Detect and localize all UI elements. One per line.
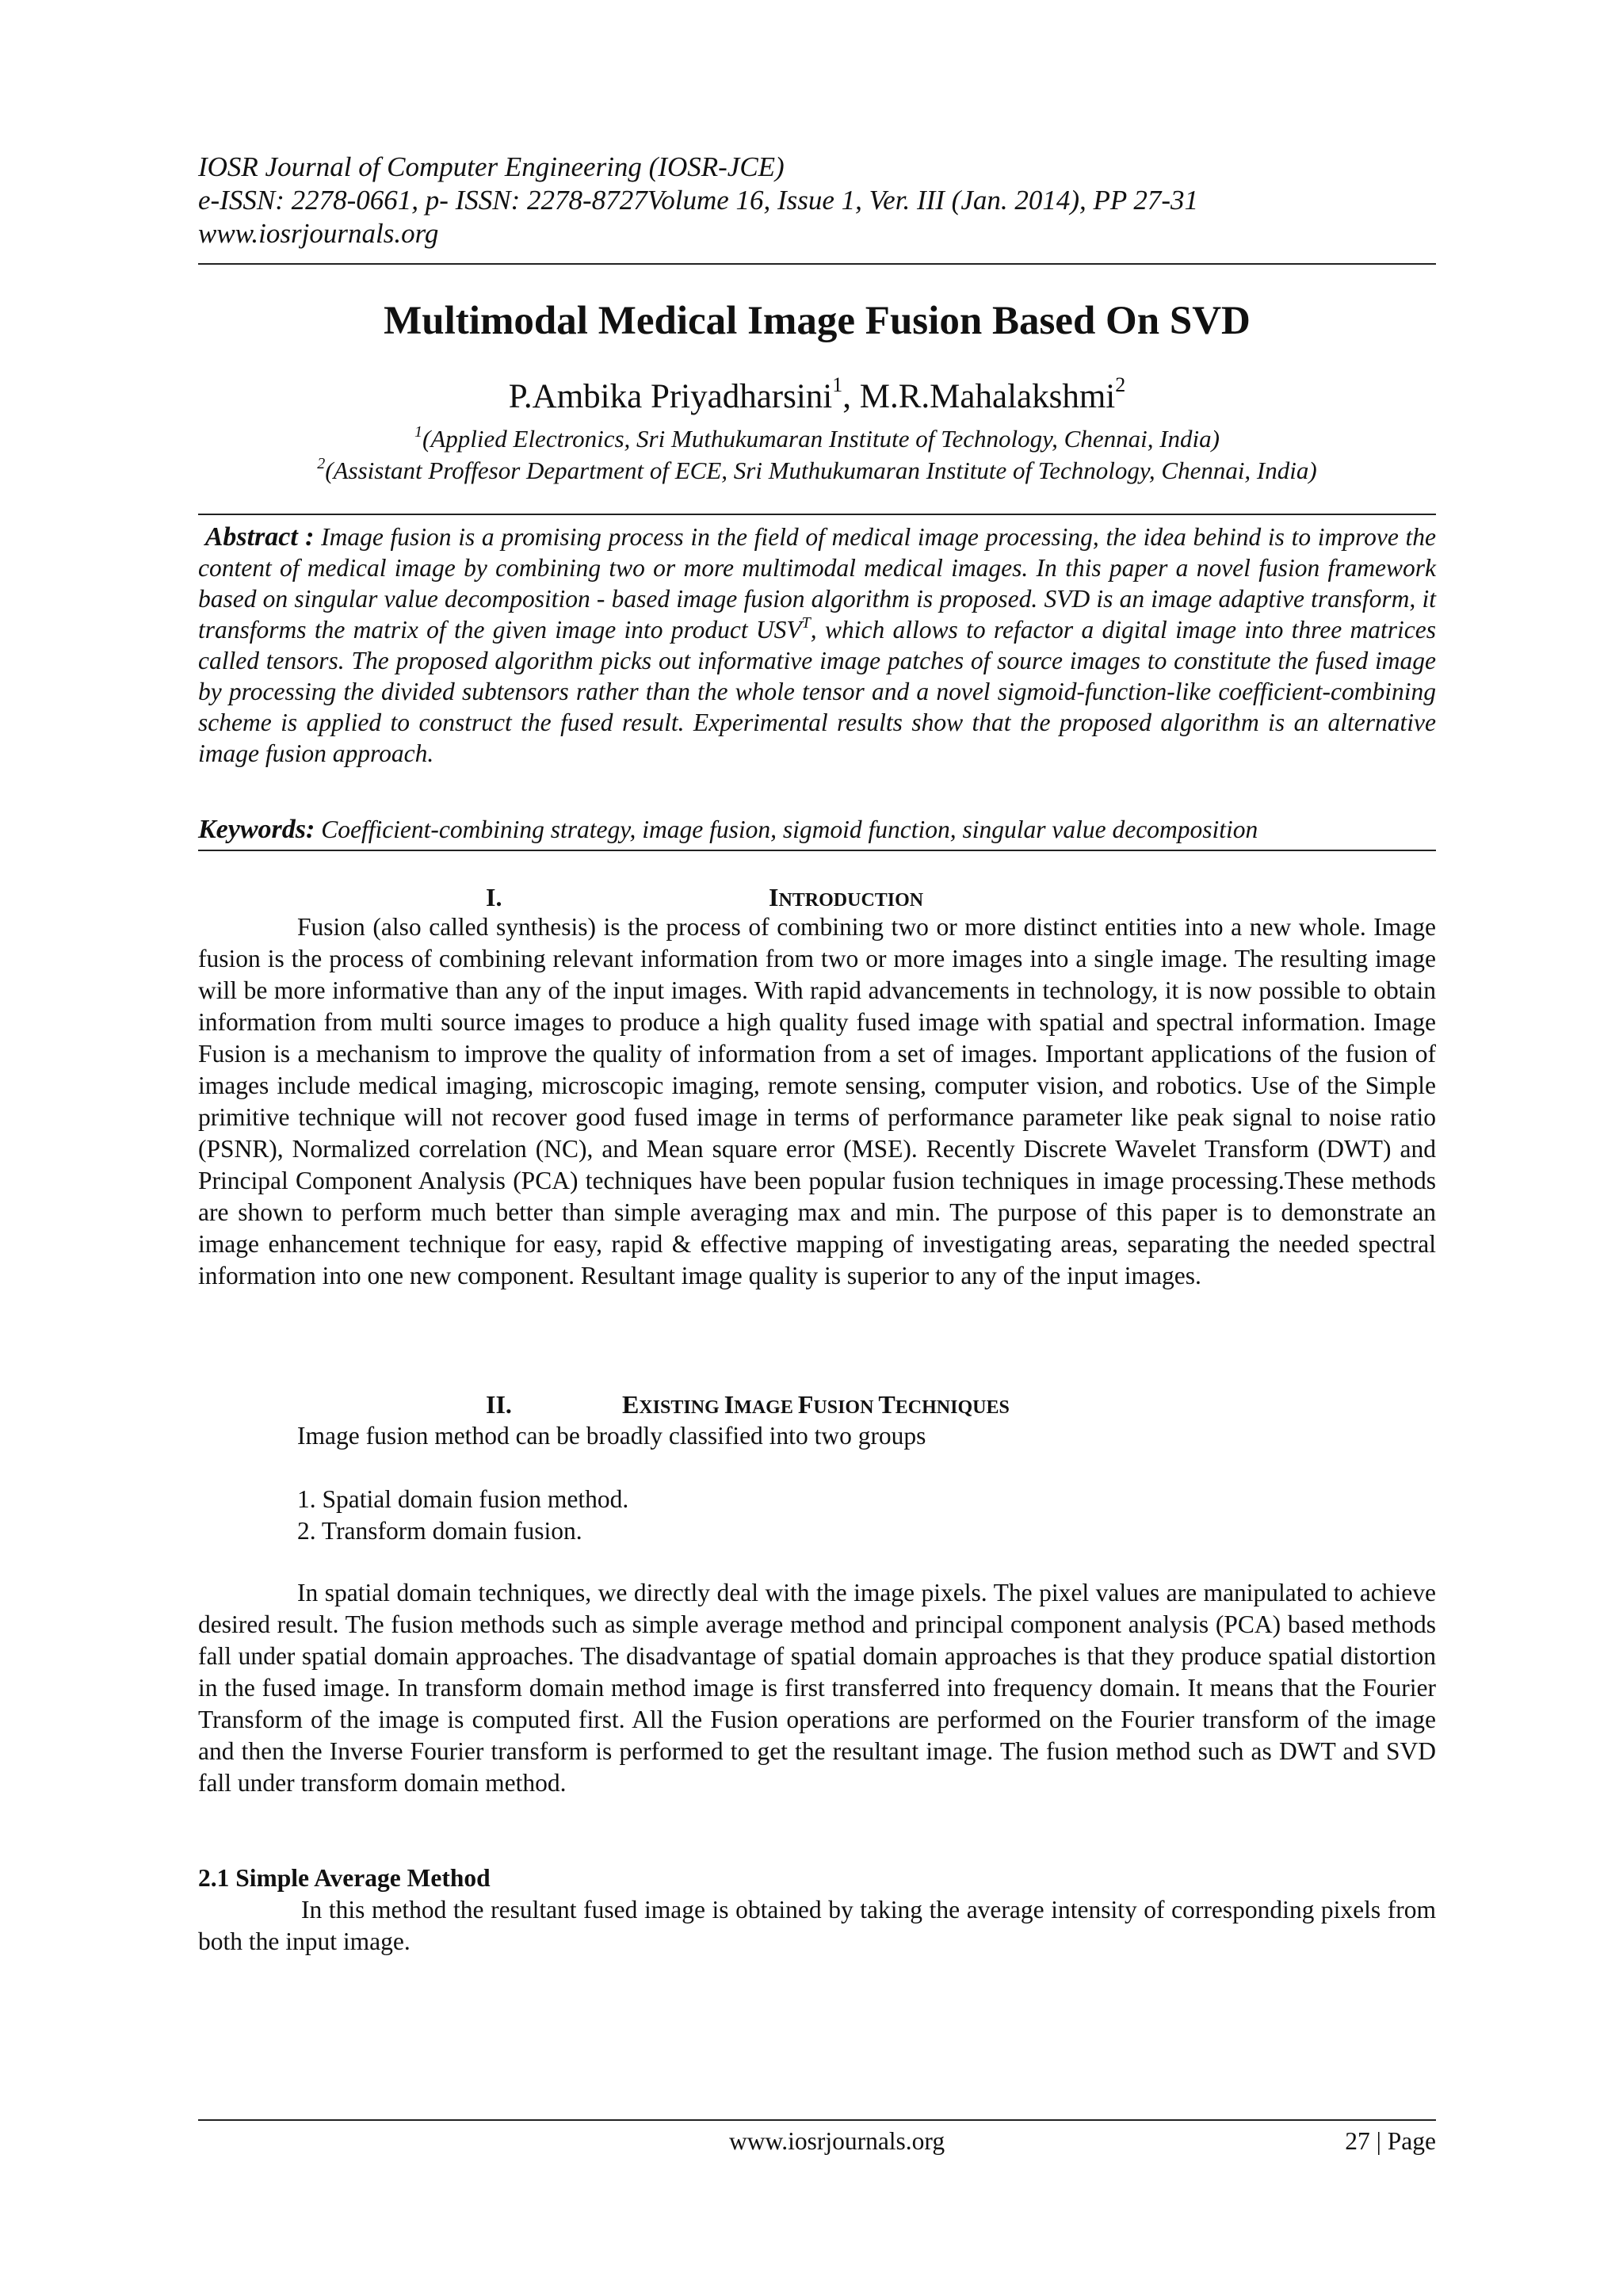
abstract: [198, 521, 1436, 769]
section-2-number: II.: [486, 1390, 512, 1419]
section-2-w4-rest: ECHNIQUES: [895, 1397, 1010, 1418]
author-line: [198, 373, 1436, 418]
subsection-2-1-heading: 2.1 Simple Average Method: [198, 1864, 491, 1892]
section-2-intro: Image fusion method can be broadly classified into two groups: [297, 1422, 926, 1450]
header-rule: [198, 263, 1436, 265]
abstract-text-1: Image fusion is a promising process in the field of medical image processing, the idea behind is to improve the content of medical image by combining two or more multimodal medical images. In this paper a novel fusion framework based on singular value decomposition - based image fusion algorithm is proposed. SVD is an image adaptive transform, it transforms the matrix of the given image into product USV: [198, 523, 1437, 644]
journal-issn: e-ISSN: 2278-0661, p- ISSN: 2278-8727Volume 16, Issue 1, Ver. III (Jan. 2014), PP 27-31: [198, 185, 1199, 216]
list-item: 1. Spatial domain fusion method.: [297, 1485, 629, 1513]
author-separator: ,: [842, 378, 860, 415]
section-2-w3-rest: USION: [813, 1397, 879, 1418]
author-2-sup: 2: [1115, 373, 1126, 396]
section-1-paragraph: [198, 911, 1436, 1292]
affiliation-1-sup: 1: [414, 423, 423, 441]
footer-rule: [198, 2119, 1436, 2121]
journal-name: IOSR Journal of Computer Engineering (IOSR-JCE): [198, 151, 785, 182]
affiliation-2: [198, 455, 1436, 487]
section-1-title-cap: I: [769, 883, 779, 911]
affiliation-1: [198, 423, 1436, 455]
affiliation-2-sup: 2: [317, 455, 326, 472]
affiliation-1-text: (Applied Electronics, Sri Muthukumaran Institute of Technology, Chennai, India): [422, 425, 1220, 453]
keywords: [198, 813, 1436, 846]
keywords-text: Coefficient-combining strategy, image fusion, sigmoid function, singular value decomposition: [321, 816, 1258, 843]
author-1: P.Ambika Priyadharsini: [508, 378, 833, 415]
abstract-sup: T: [801, 614, 811, 632]
subsection-2-1-paragraph-text: In this method the resultant fused image is obtained by taking the average intensity of corresponding pixels from both the input image.: [198, 1896, 1436, 1955]
section-1-number: I.: [486, 883, 502, 911]
section-2-w2-cap: I: [724, 1390, 735, 1419]
section-2-w1-rest: XISTING: [639, 1397, 724, 1418]
journal-website: www.iosrjournals.org: [198, 218, 439, 249]
paper-title: Multimodal Medical Image Fusion Based On SVD: [384, 299, 1251, 343]
section-2-w2-rest: MAGE: [734, 1397, 798, 1418]
affiliation-2-text: (Assistant Proffesor Department of ECE, Sri Muthukumaran Institute of Technology, Chennai, India): [325, 457, 1317, 484]
author-1-sup: 1: [832, 373, 843, 396]
abstract-label: Abstract :: [204, 522, 315, 552]
abstract-text-2: , which allows to refactor a digital image into three matrices called tensors. The proposed algorithm picks out informative image patches of source images to constitute the fused image by processing the divided subtensors rather than the whole tensor and a novel sigmoid-function-like coefficient-combining scheme is applied to construct the fused result. Experimental results show that the proposed algorithm is an alternative image fusion approach.: [198, 616, 1436, 767]
section-2-title: [622, 1389, 1010, 1423]
footer-website: www.iosrjournals.org: [729, 2127, 945, 2155]
section-2-paragraph-text: In spatial domain techniques, we directly deal with the image pixels. The pixel values are manipulated to achieve desired result. The fusion methods such as simple average method and principal component analysis (PCA) based methods fall under spatial domain approaches. The disadvantage of spatial domain approaches is that they produce spatial distortion in the fused image. In transform domain method image is first transferred into frequency domain. It means that the Fourier Transform of the image is computed first. All the Fusion operations are performed on the Fourier transform of the image and then the Inverse Fourier transform is performed to get the resultant image. The fusion method such as DWT and SVD fall under transform domain method.: [198, 1579, 1436, 1797]
section-2-w4-cap: T: [878, 1390, 896, 1419]
author-2: M.R.Mahalakshmi: [859, 378, 1116, 415]
section-2-w1-cap: E: [622, 1390, 640, 1419]
subsection-2-1-paragraph: [198, 1894, 1436, 1958]
list-item: 2. Transform domain fusion.: [297, 1517, 582, 1545]
journal-header: [198, 151, 1436, 250]
section-1-paragraph-text: Fusion (also called synthesis) is the process of combining two or more distinct entities into a new whole. Image fusion is the process of combining relevant information from two or more images into a single image. The resulting image will be more informative than any of the input images. With rapid advancements in technology, it is now possible to obtain information from multi source images to produce a high quality fused image with spatial and spectral information. Image Fusion is a mechanism to improve the quality of information from a set of images. Important applications of the fusion of images include medical imaging, microscopic imaging, remote sensing, computer vision, and robotics. Use of the Simple primitive technique will not recover good fused image in terms of performance parameter like peak signal to noise ratio (PSNR), Normalized correlation (NC), and Mean square error (MSE). Recently Discrete Wavelet Transform (DWT) and Principal Component Analysis (PCA) techniques have been popular fusion techniques in image processing.These methods are shown to perform much better than simple averaging max and min. The purpose of this paper is to demonstrate an image enhancement technique for easy, rapid & effective mapping of investigating areas, separating the needed spectral information into one new component. Resultant image quality is superior to any of the input images.: [198, 913, 1436, 1289]
footer-page-number: 27 | Page: [1345, 2127, 1436, 2155]
abstract-top-rule: [198, 514, 1436, 515]
section-2-paragraph: [198, 1577, 1436, 1799]
section-2-w3-cap: F: [797, 1390, 814, 1419]
section-1-title-rest: NTRODUCTION: [778, 890, 924, 911]
abstract-bottom-rule: [198, 850, 1436, 851]
keywords-label: Keywords:: [198, 815, 315, 844]
